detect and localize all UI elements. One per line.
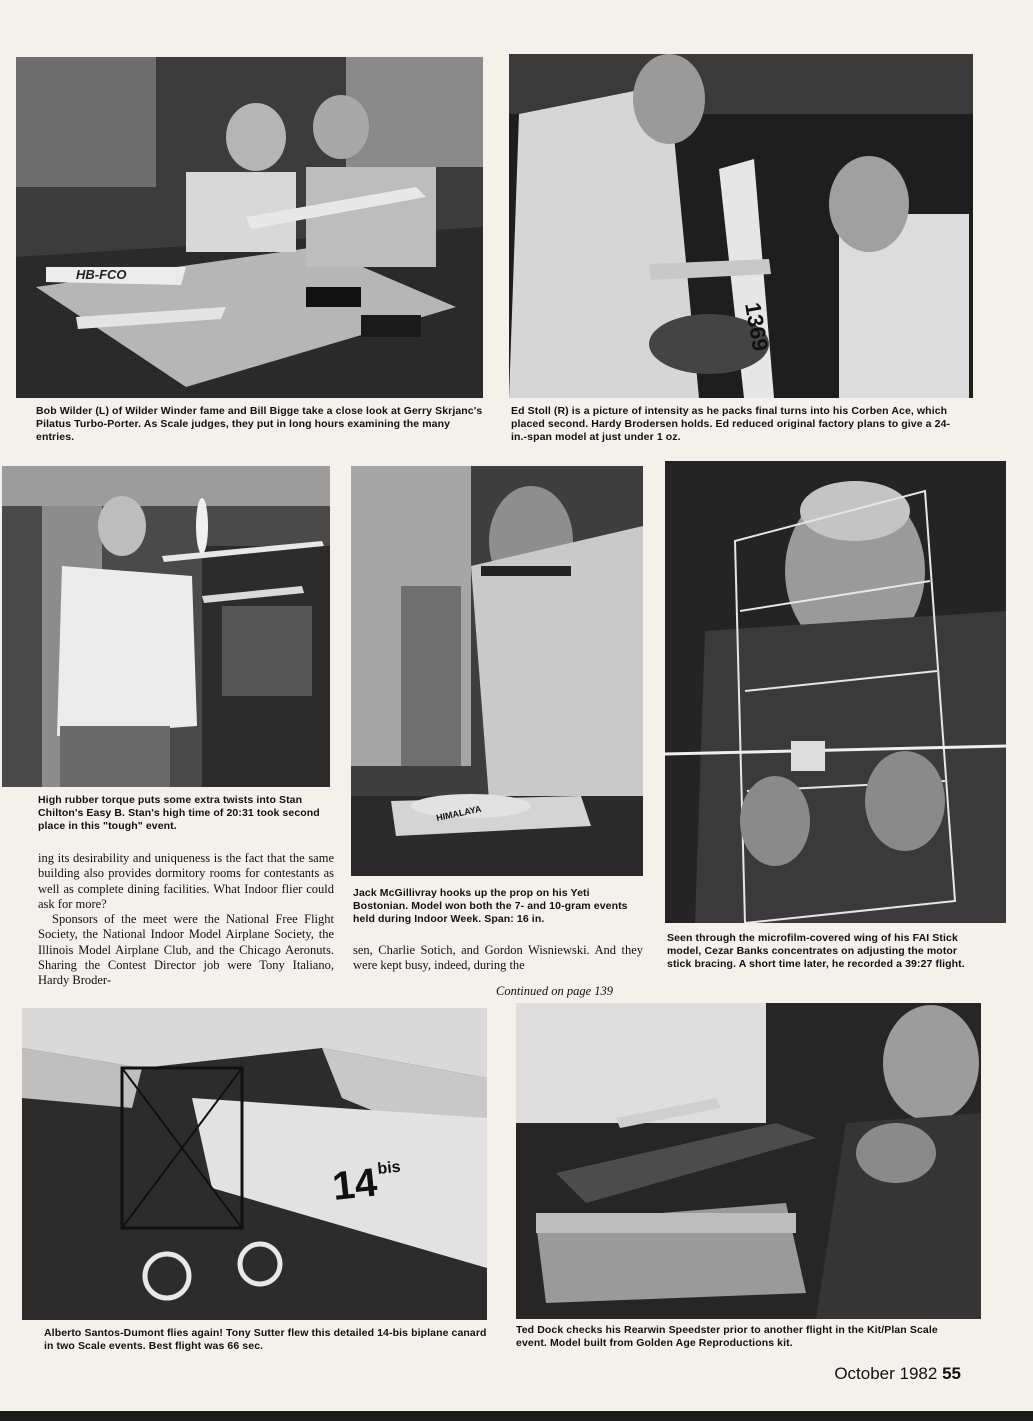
bottom-edge [0, 1411, 1033, 1421]
photo-rearwin-speedster [516, 1003, 981, 1319]
photo-14-bis-image [22, 1008, 487, 1320]
photo-14-bis-fuselage-suffix: bis [376, 1158, 402, 1178]
photo-fai-stick-caption: Seen through the microfilm-covered wing of his FAI Stick model, Cezar Banks concentrates on adjusting the motor stick bracing. A short time later, he recorded a 39:27 flight. [667, 932, 965, 970]
photo-fai-stick [665, 461, 1006, 923]
continued-note: Continued on page 139 [496, 984, 614, 998]
photo-14-bis-fuselage-number: 14 [330, 1160, 380, 1209]
photo-scale-judges-registration: HB-FCO [76, 267, 127, 282]
folio-date: October 1982 [834, 1364, 938, 1383]
photo-rearwin-speedster-image [516, 1003, 981, 1319]
article-col2-paragraph-1: sen, Charlie Sotich, and Gordon Wisniewski. And they were kept busy, indeed, during the [353, 943, 643, 973]
photo-14-bis-caption: Alberto Santos-Dumont flies again! Tony Sutter flew this detailed 14-bis biplane canard in two Scale events. Best flight was 66 sec. [44, 1327, 487, 1352]
article-column-2 [353, 943, 643, 974]
photo-scale-judges-image [16, 57, 483, 398]
article-col1-paragraph-1: ing its desirability and uniqueness is the fact that the same building also provides dormitory rooms for contestants as well as complete dining facilities. What Indoor flier could ask for more? [38, 851, 334, 911]
article-column-1 [38, 851, 334, 989]
folio-page-number: 55 [942, 1364, 961, 1383]
photo-14-bis [22, 1008, 487, 1320]
photo-fai-stick-image [665, 461, 1006, 923]
photo-easy-b-caption: High rubber torque puts some extra twists into Stan Chilton's Easy B. Stan's high time of 20:31 took second place in this "tough" event. [38, 794, 320, 832]
photo-easy-b [2, 466, 330, 787]
photo-yeti-bostonian [351, 466, 643, 876]
photo-corben-ace-number: 1369 [740, 300, 774, 354]
photo-yeti-bostonian-image [351, 466, 643, 876]
photo-scale-judges-caption: Bob Wilder (L) of Wilder Winder fame and Bill Bigge take a close look at Gerry Skrjanc's Pilatus Turbo-Porter. As Scale judges, they put in long hours examining the many entries. [36, 405, 483, 443]
article-col1-paragraph-2: Sponsors of the meet were the National Free Flight Society, the National Indoor Model Airplane Society, the Illinois Model Airplane Club, and the Chicago Aeronuts. Sharing the Contest Director job were Tony Italiano, Hardy Broder- [38, 912, 334, 988]
photo-rearwin-speedster-caption: Ted Dock checks his Rearwin Speedster prior to another flight in the Kit/Plan Scale event. Model built from Golden Age Reproductions kit. [516, 1324, 938, 1349]
photo-scale-judges [16, 57, 483, 398]
photo-corben-ace-image [509, 54, 973, 398]
photo-corben-ace-caption: Ed Stoll (R) is a picture of intensity as he packs final turns into his Corben Ace, which placed second. Hardy Brodersen holds. Ed reduced original factory plans to give a 24-in.-span model at just under 1 oz. [511, 405, 951, 443]
page-folio [834, 1364, 961, 1384]
photo-yeti-bostonian-caption: Jack McGillivray hooks up the prop on his Yeti Bostonian. Model won both the 7- and 10-gram events held during Indoor Week. Span: 16 in. [353, 887, 628, 925]
photo-easy-b-image [2, 466, 330, 787]
photo-yeti-bostonian-box-label: HIMALAYA [435, 803, 483, 823]
photo-corben-ace [509, 54, 973, 398]
